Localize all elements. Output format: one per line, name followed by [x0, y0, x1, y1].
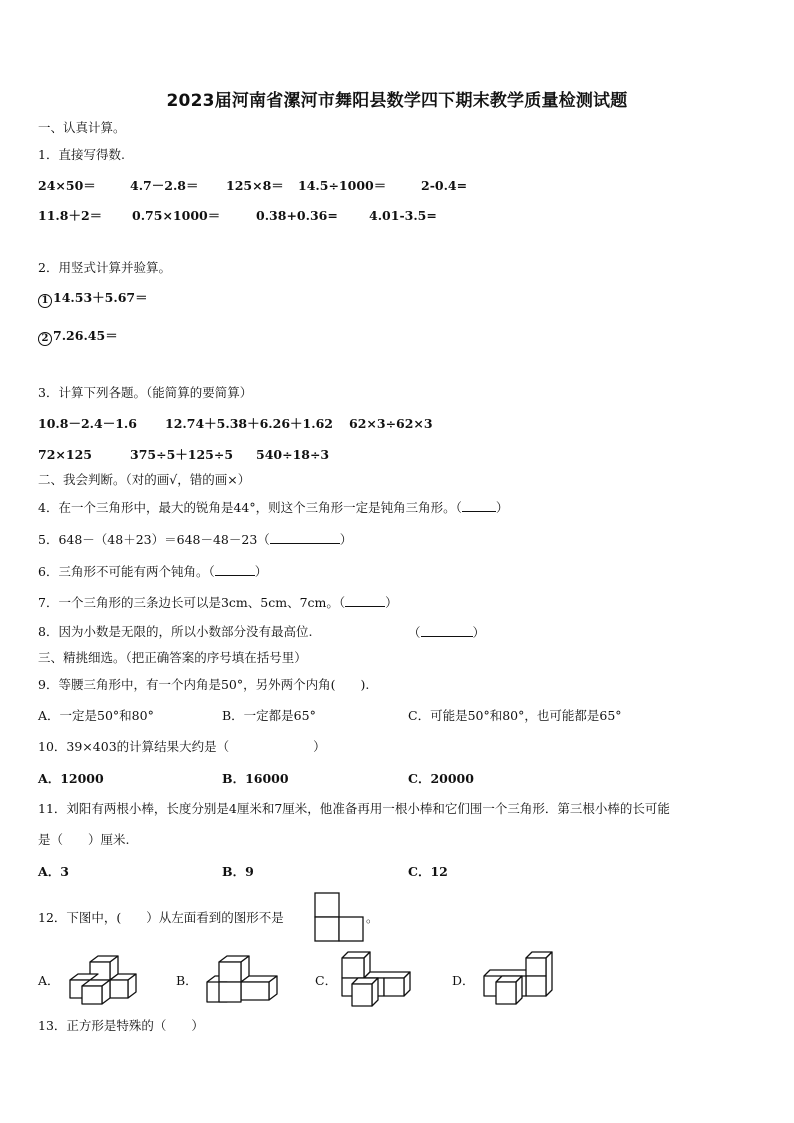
q1-r1-c5: 2-0.4=	[421, 178, 468, 193]
q3-r1-c3: 62×3÷62×3	[349, 416, 433, 431]
q8-close: ）	[472, 625, 486, 640]
q12-label-d[interactable]: D．	[452, 973, 475, 988]
q5-answer-blank[interactable]	[270, 531, 340, 544]
q12-option-b-cubes[interactable]	[205, 954, 279, 1006]
q12-label-c[interactable]: C．	[315, 973, 338, 988]
q10-close: ）	[313, 739, 326, 754]
q6-answer-blank[interactable]	[215, 563, 255, 576]
q12-stem: 12．下图中，( ）从左面看到的图形不是	[38, 910, 284, 925]
q11-option-a[interactable]: A．3	[38, 864, 69, 879]
q4-answer-blank[interactable]	[462, 499, 496, 512]
q7-close: ）	[385, 595, 398, 610]
q12-label-a[interactable]: A．	[38, 973, 60, 988]
q1-stem: 1．直接写得数.	[38, 147, 125, 162]
q11-option-b[interactable]: B．9	[222, 864, 254, 879]
q1-r1-c2: 4.7－2.8＝	[130, 178, 199, 193]
q5-close: ）	[339, 532, 353, 547]
q5	[38, 531, 352, 548]
q10-option-a[interactable]: A．12000	[38, 771, 104, 786]
q10-stem: 10．39×403的计算结果大约是（	[38, 739, 230, 754]
q2-stem: 2．用竖式计算并验算。	[38, 260, 171, 275]
q11-line2: 是（ ）厘米.	[38, 832, 130, 847]
q1-r1-c3: 125×8＝	[226, 178, 284, 193]
q3-r2-c2: 375÷5＋125÷5	[130, 447, 234, 462]
q4	[38, 499, 508, 516]
q1-r1-c4: 14.5÷1000＝	[298, 178, 387, 193]
q12-option-a-cubes[interactable]	[66, 952, 138, 1006]
q7-text: 7．一个三角形的三条边长可以是3cm、5cm、7cm。（	[38, 595, 346, 610]
section3-heading: 三、精挑细选。（把正确答案的序号填在括号里）	[38, 650, 307, 665]
q2-item2	[38, 328, 118, 346]
q12-period: 。	[366, 910, 379, 925]
q11-line1: 11．刘阳有两根小棒，长度分别是4厘米和7厘米，他准备再用一根小棒和它们围一个三角形．第三根小棒的长可能	[38, 801, 670, 816]
section1-heading: 一、认真计算。	[38, 120, 126, 135]
q10-option-b[interactable]: B．16000	[222, 771, 289, 786]
q6	[38, 563, 267, 580]
q2-item1-text: 14.53＋5.67＝	[53, 290, 148, 305]
q8-answer	[408, 624, 485, 641]
section2-heading: 二、我会判断。（对的画√，错的画×）	[38, 472, 251, 487]
q10	[38, 739, 326, 755]
q8-answer-blank[interactable]	[421, 624, 473, 637]
q2-item2-number: 2	[38, 332, 52, 346]
q1-r2-c4: 4.01-3.5=	[369, 208, 437, 223]
q12-label-b[interactable]: B．	[176, 973, 198, 988]
q13-stem: 13．正方形是特殊的（ ）	[38, 1018, 204, 1033]
q4-text: 4．在一个三角形中，最大的锐角是44°，则这个三角形一定是钝角三角形。（	[38, 500, 462, 515]
q12-left-view-figure	[314, 892, 364, 944]
q8-open: （	[408, 625, 421, 640]
q4-close: ）	[495, 500, 509, 515]
q10-option-c[interactable]: C．20000	[408, 771, 474, 786]
q8-text: 8．因为小数是无限的，所以小数部分没有最高位.	[38, 624, 313, 639]
q2-item1	[38, 290, 148, 308]
q3-stem: 3．计算下列各题。（能简算的要简算）	[38, 385, 253, 400]
q9-option-a[interactable]: A．一定是50°和80°	[38, 708, 154, 723]
q2-item2-text: 7.26.45＝	[53, 328, 118, 343]
q7	[38, 594, 398, 611]
q1-r2-c1: 11.8＋2＝	[38, 208, 103, 223]
q12-option-d-cubes[interactable]	[480, 950, 556, 1006]
q1-r1-c1: 24×50＝	[38, 178, 96, 193]
q1-r2-c3: 0.38+0.36=	[256, 208, 338, 223]
q6-text: 6．三角形不可能有两个钝角。（	[38, 564, 215, 579]
q7-answer-blank[interactable]	[345, 594, 385, 607]
q6-close: ）	[254, 564, 268, 579]
q3-r2-c3: 540÷18÷3	[256, 447, 330, 462]
q2-item1-number: 1	[38, 294, 52, 308]
q9-option-b[interactable]: B．一定都是65°	[222, 708, 316, 723]
q3-r2-c1: 72×125	[38, 447, 92, 462]
q9-option-c[interactable]: C．可能是50°和80°，也可能都是65°	[408, 708, 622, 723]
q11-option-c[interactable]: C．12	[408, 864, 448, 879]
q1-r2-c2: 0.75×1000＝	[132, 208, 221, 223]
q3-r1-c1: 10.8－2.4－1.6	[38, 416, 137, 431]
q12-option-c-cubes[interactable]	[338, 950, 412, 1008]
exam-title: 2023届河南省漯河市舞阳县数学四下期末教学质量检测试题	[166, 91, 628, 111]
q9-stem: 9．等腰三角形中，有一个内角是50°，另外两个内角( ).	[38, 677, 370, 692]
q5-text: 5．648－（48＋23）＝648－48－23（	[38, 532, 270, 547]
q3-r1-c2: 12.74＋5.38＋6.26＋1.62	[165, 416, 333, 431]
